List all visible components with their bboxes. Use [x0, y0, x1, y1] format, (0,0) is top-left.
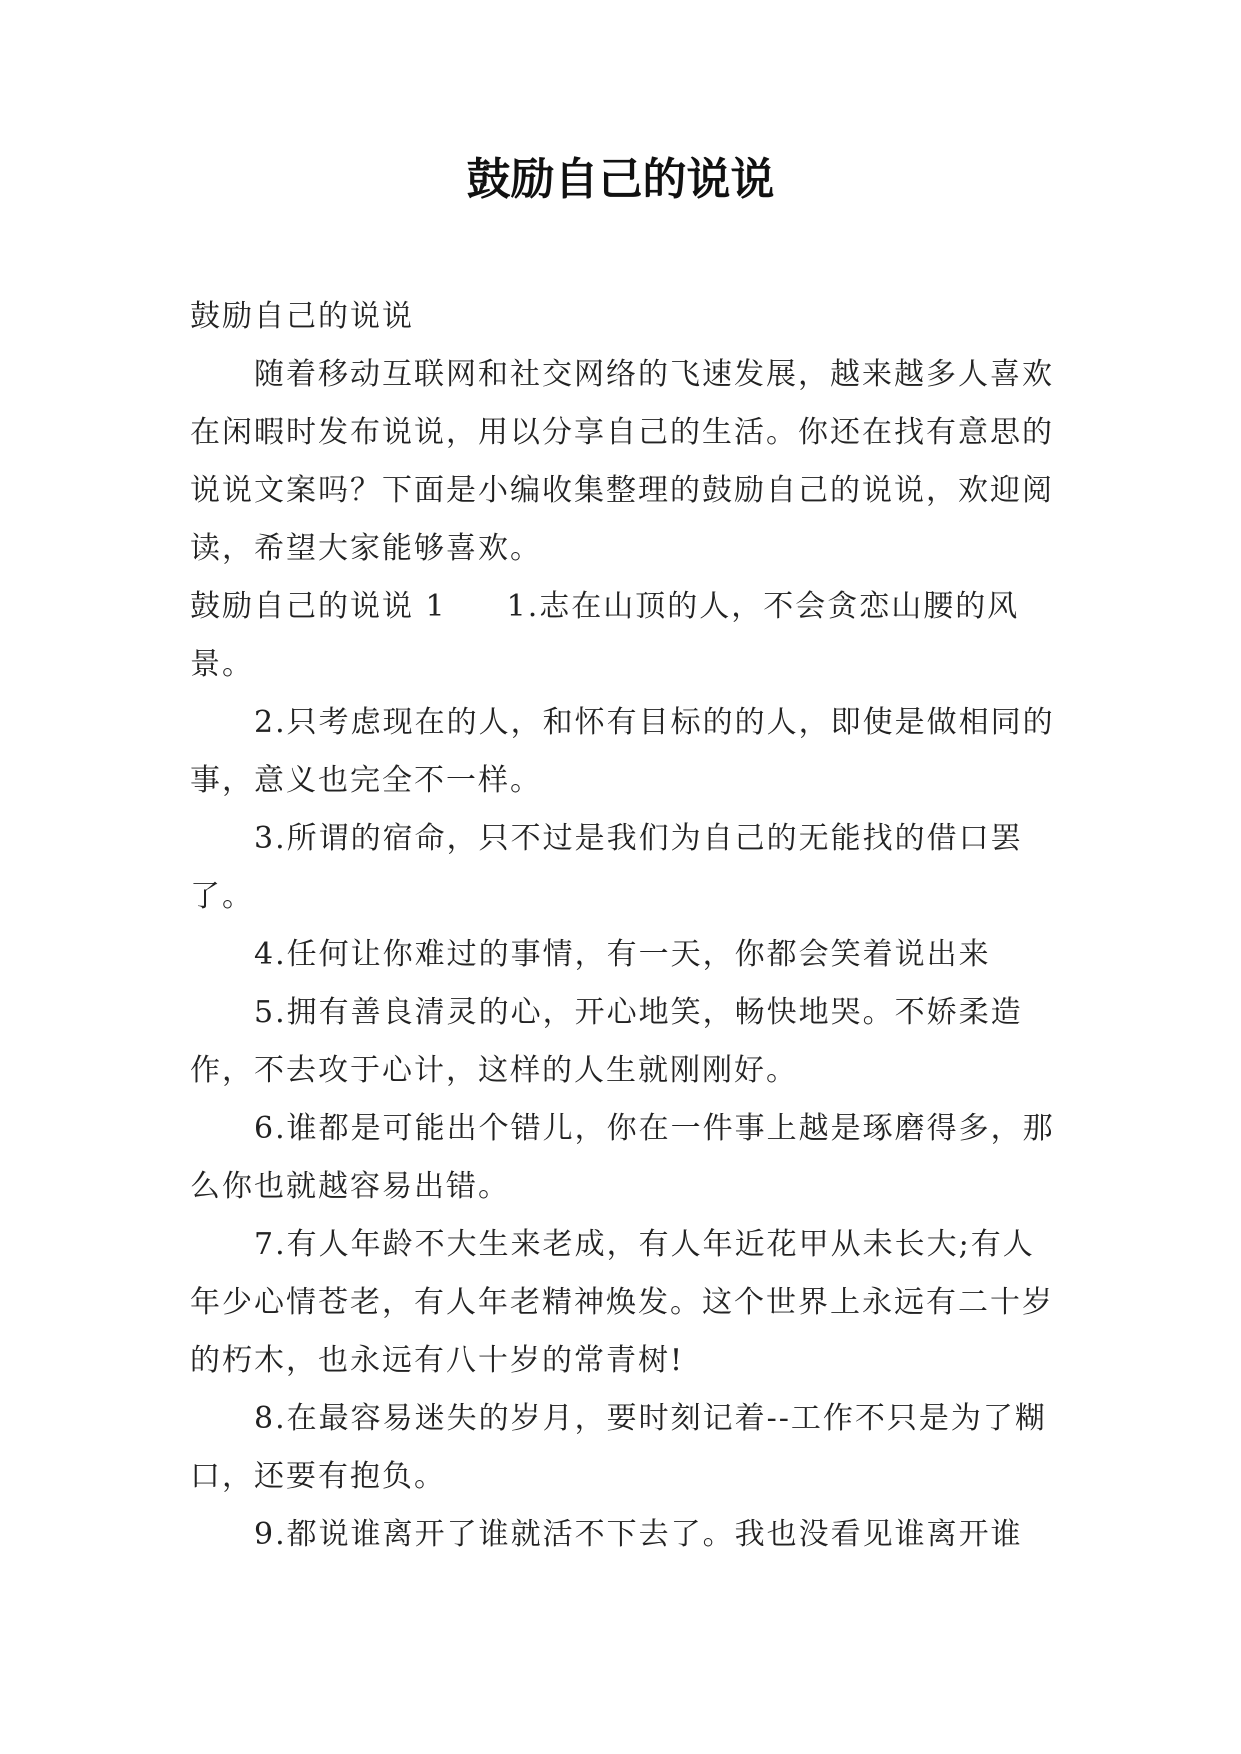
list-item: 2.只考虑现在的人，和怀有目标的的人，即使是做相同的事，意义也完全不一样。 [190, 705, 1055, 798]
list-item: 9.都说谁离开了谁就活不下去了。我也没看见谁离开谁 [254, 1517, 1023, 1552]
subtitle: 鼓励自己的说说 [190, 299, 414, 334]
list-item: 5.拥有善良清灵的心，开心地笑，畅快地哭。不娇柔造作，不去攻于心计，这样的人生就刚刚好。 [190, 995, 1023, 1088]
intro-paragraph: 随着移动互联网和社交网络的飞速发展，越来越多人喜欢在闲暇时发布说说，用以分享自己的生活。你还在找有意思的说说文案吗？下面是小编收集整理的鼓励自己的说说，欢迎阅读，希望大家能够喜欢。 [190, 357, 1054, 566]
list-item: 7.有人年龄不大生来老成，有人年近花甲从未长大;有人年少心情苍老，有人年老精神焕发。这个世界上永远有二十岁的朽木，也永远有八十岁的常青树! [190, 1227, 1054, 1378]
list-item: 6.谁都是可能出个错儿，你在一件事上越是琢磨得多，那么你也就越容易出错。 [190, 1111, 1055, 1204]
list-item: 1.志在山顶的人，不会贪恋山腰的风景。 [190, 589, 1020, 682]
document-body [190, 288, 1060, 1564]
list-item: 3.所谓的宿命，只不过是我们为自己的无能找的借口罢了。 [190, 821, 1023, 914]
list-item: 8.在最容易迷失的岁月，要时刻记着--工作不只是为了糊口，还要有抱负。 [190, 1401, 1047, 1494]
section-paragraph [190, 578, 1060, 694]
document-title: 鼓励自己的说说 [466, 154, 775, 205]
list-item: 4.任何让你难过的事情，有一天，你都会笑着说出来 [254, 937, 991, 972]
section-heading: 鼓励自己的说说 1 [190, 589, 447, 624]
